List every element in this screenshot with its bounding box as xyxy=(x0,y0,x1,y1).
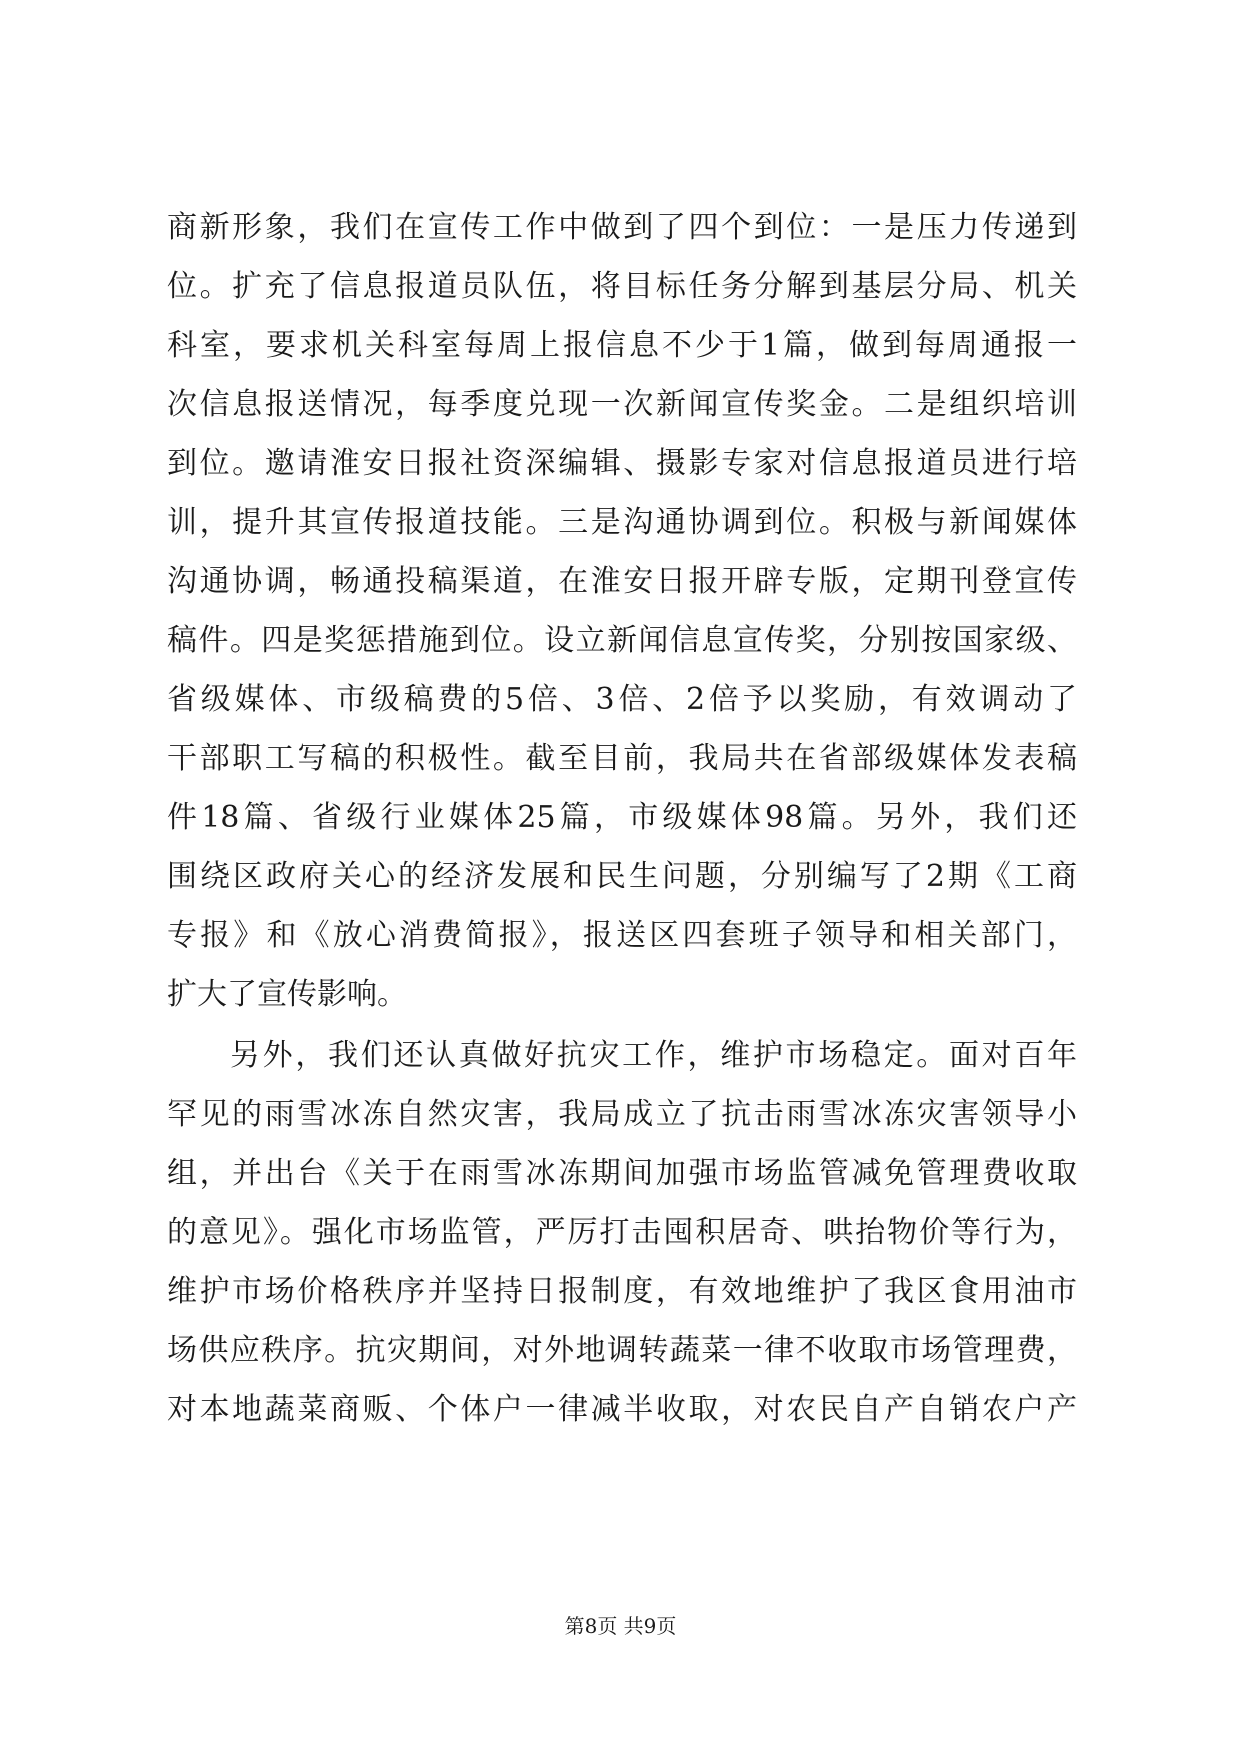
paragraph-1-line-2: 位。扩充了信息报道员队伍，将目标任务分解到基层分局、机关 xyxy=(167,269,1077,304)
paragraph-2-line-2: 罕见的雨雪冰冻自然灾害，我局成立了抗击雨雪冰冻灾害领导小 xyxy=(167,1097,1077,1132)
paragraph-2-line-7: 对本地蔬菜商贩、个体户一律减半收取，对农民自产自销农户产 xyxy=(167,1392,1077,1427)
paragraph-1-line-8: 稿件。四是奖惩措施到位。设立新闻信息宣传奖，分别按国家级、 xyxy=(167,623,1077,658)
paragraph-1-line-4: 次信息报送情况，每季度兑现一次新闻宣传奖金。二是组织培训 xyxy=(167,387,1077,422)
paragraph-1-line-9: 省级媒体、市级稿费的5倍、3倍、2倍予以奖励，有效调动了 xyxy=(167,682,1077,717)
paragraph-2-line-5: 维护市场价格秩序并坚持日报制度，有效地维护了我区食用油市 xyxy=(167,1274,1077,1309)
paragraph-1-line-12: 围绕区政府关心的经济发展和民生问题，分别编写了2期《工商 xyxy=(167,859,1077,894)
paragraph-1-line-1: 商新形象，我们在宣传工作中做到了四个到位：一是压力传递到 xyxy=(167,210,1077,245)
paragraph-2-line-4: 的意见》。强化市场监管，严厉打击囤积居奇、哄抬物价等行为， xyxy=(167,1215,1077,1250)
paragraph-1-line-3: 科室，要求机关科室每周上报信息不少于1篇，做到每周通报一 xyxy=(167,328,1077,363)
paragraph-1-line-10: 干部职工写稿的积极性。截至目前，我局共在省部级媒体发表稿 xyxy=(167,741,1077,776)
page-number-footer: 第8页 共9页 xyxy=(564,1614,677,1638)
paragraph-1-line-5: 到位。邀请淮安日报社资深编辑、摄影专家对信息报道员进行培 xyxy=(167,446,1077,481)
paragraph-1-line-7: 沟通协调，畅通投稿渠道，在淮安日报开辟专版，定期刊登宣传 xyxy=(167,564,1077,599)
paragraph-1-line-13: 专报》和《放心消费简报》，报送区四套班子领导和相关部门， xyxy=(167,918,1077,953)
paragraph-2-line-1: 另外，我们还认真做好抗灾工作，维护市场稳定。面对百年 xyxy=(230,1038,1077,1073)
paragraph-1-line-11: 件18篇、省级行业媒体25篇，市级媒体98篇。另外，我们还 xyxy=(167,800,1077,835)
paragraph-2-line-6: 场供应秩序。抗灾期间，对外地调转蔬菜一律不收取市场管理费， xyxy=(167,1333,1077,1368)
paragraph-1-line-6: 训，提升其宣传报道技能。三是沟通协调到位。积极与新闻媒体 xyxy=(167,505,1077,540)
paragraph-1-line-14: 扩大了宣传影响。 xyxy=(167,977,407,1012)
paragraph-2-line-3: 组，并出台《关于在雨雪冰冻期间加强市场监管减免管理费收取 xyxy=(167,1156,1077,1191)
